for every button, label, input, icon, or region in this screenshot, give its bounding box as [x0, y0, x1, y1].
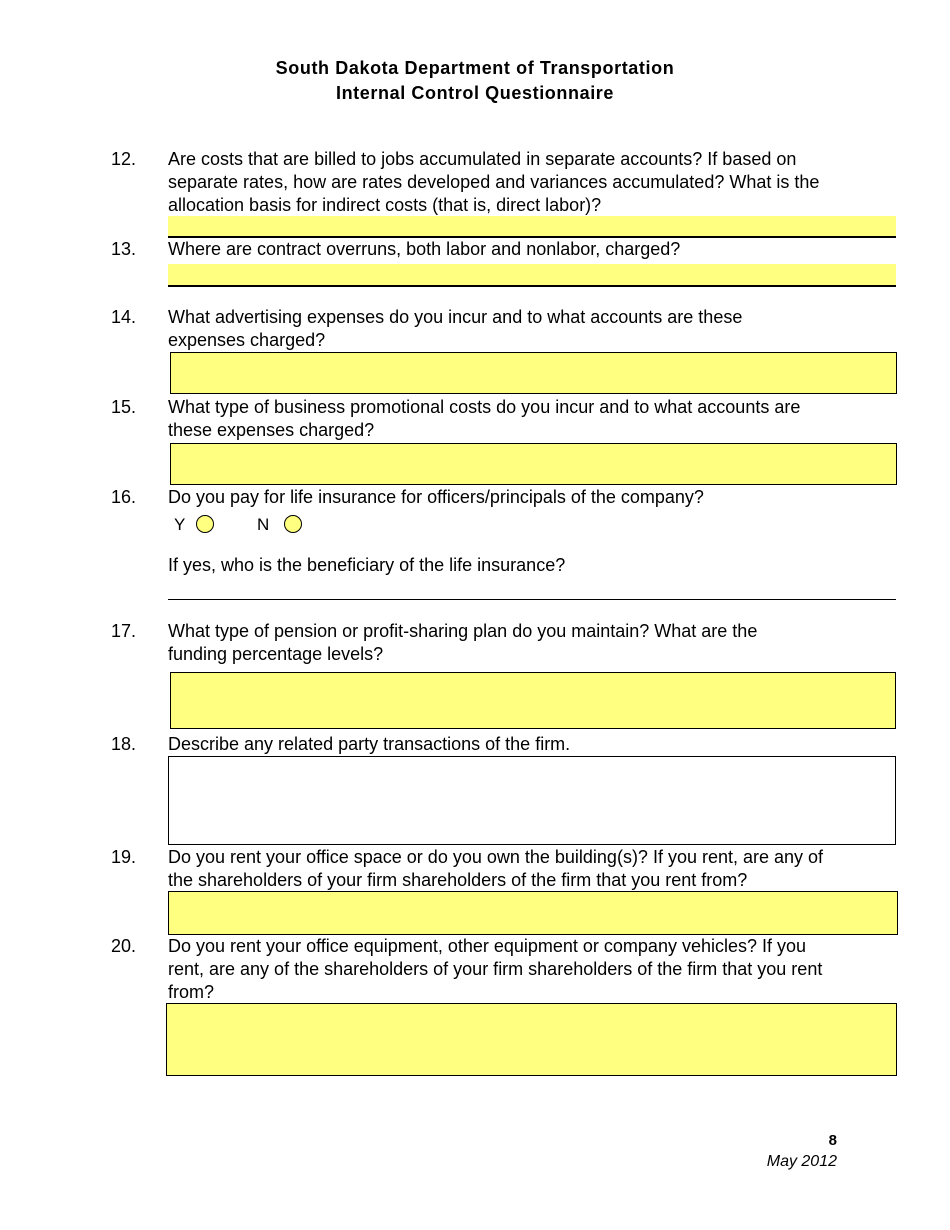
answer-line-16[interactable]: [168, 599, 896, 600]
answer-field-19[interactable]: [168, 891, 898, 935]
document-header: [0, 56, 950, 106]
question-number-13: 13.: [111, 239, 137, 259]
answer-field-18[interactable]: [168, 756, 896, 845]
answer-field-20[interactable]: [166, 1003, 897, 1076]
question-number-17: 17.: [111, 621, 137, 641]
question-text-20: Do you rent your office equipment, other equipment or company vehicles? If you rent, are any of the shareholders of your firm shareholders of the firm that you rent from?: [168, 936, 823, 1002]
revision-date: May 2012: [766, 1153, 837, 1170]
page-number: 8: [828, 1132, 837, 1149]
answer-field-12[interactable]: [168, 216, 896, 238]
question-number-14: 14.: [111, 307, 137, 327]
question-number-12: 12.: [111, 149, 137, 169]
department-title: South Dakota Department of Transportation: [275, 58, 675, 78]
questionnaire-title: Internal Control Questionnaire: [335, 83, 615, 103]
question-number-18: 18.: [111, 734, 137, 754]
question-text-19: Do you rent your office space or do you own the building(s)? If you rent, are any of the shareholders of your firm shareholders of the firm that you rent from?: [168, 847, 824, 890]
answer-field-14[interactable]: [170, 352, 897, 394]
radio-no[interactable]: [284, 515, 302, 533]
question-text-15: What type of business promotional costs do you incur and to what accounts are these expenses charged?: [168, 397, 801, 440]
answer-field-13[interactable]: [168, 264, 896, 287]
radio-label-no: N: [257, 515, 270, 534]
question-number-15: 15.: [111, 397, 137, 417]
answer-field-15[interactable]: [170, 443, 897, 485]
radio-label-yes: Y: [174, 515, 186, 534]
question-text-17: What type of pension or profit-sharing plan do you maintain? What are the funding percentage levels?: [168, 621, 758, 664]
question-text-18: Describe any related party transactions of the firm.: [168, 734, 571, 754]
question-followup-16: If yes, who is the beneficiary of the life insurance?: [168, 555, 566, 575]
question-text-12: Are costs that are billed to jobs accumulated in separate accounts? If based on separate rates, how are rates developed and variances accumulated? What is the allocation basis for indirect costs (that is, direct labor)?: [168, 149, 820, 215]
question-text-13: Where are contract overruns, both labor and nonlabor, charged?: [168, 239, 681, 259]
question-number-20: 20.: [111, 936, 137, 956]
question-number-19: 19.: [111, 847, 137, 867]
question-text-16: Do you pay for life insurance for officers/principals of the company?: [168, 487, 704, 507]
answer-field-17[interactable]: [170, 672, 896, 729]
radio-yes[interactable]: [196, 515, 214, 533]
question-text-14: What advertising expenses do you incur and to what accounts are these expenses charged?: [168, 307, 743, 350]
question-number-16: 16.: [111, 487, 137, 507]
